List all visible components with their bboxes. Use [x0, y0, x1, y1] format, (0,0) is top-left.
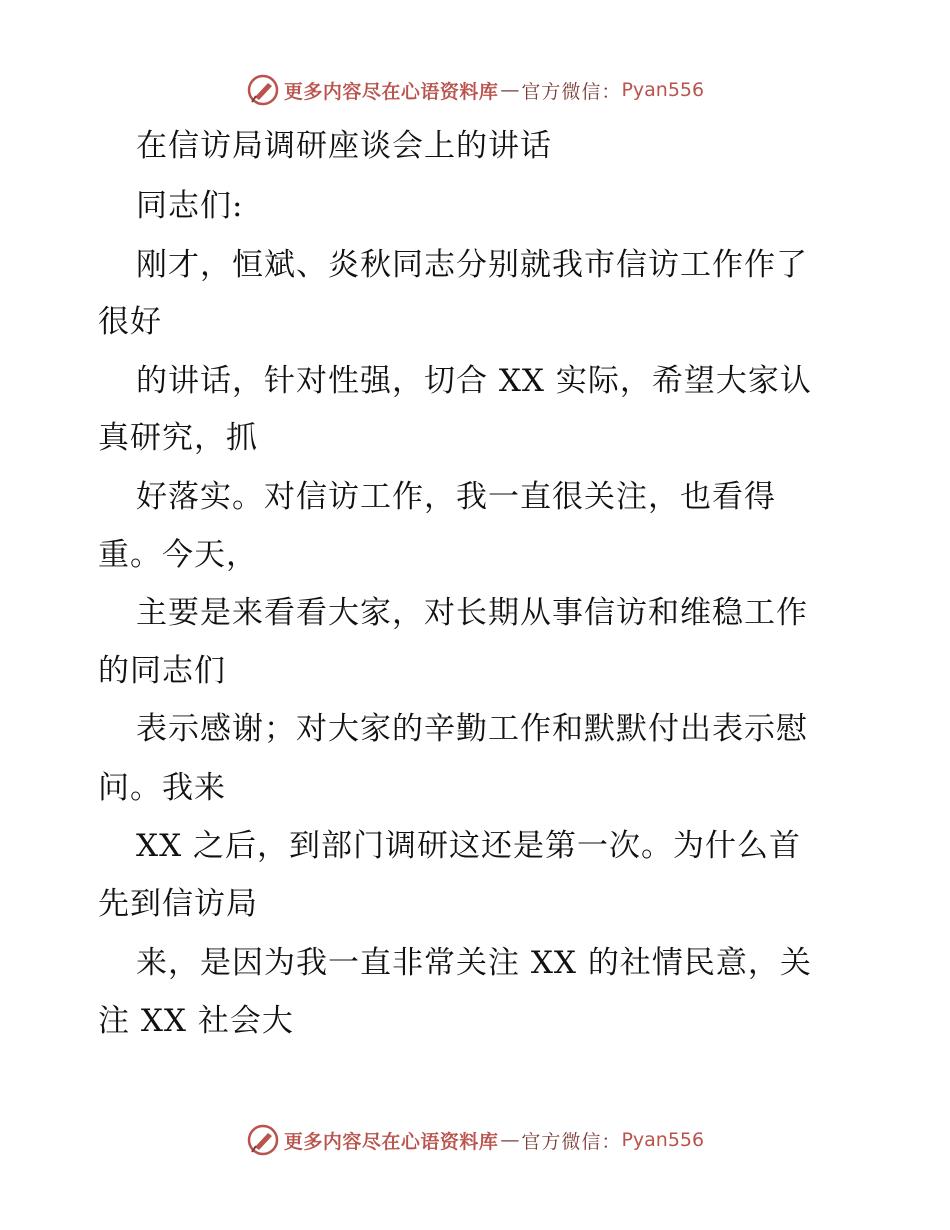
paragraph-line: 主要是来看看大家，对长期从事信访和维稳工作	[136, 595, 808, 631]
watermark-wechat-id: Pyan556	[621, 79, 705, 101]
salutation-line: 同志们:	[136, 188, 244, 224]
paragraph-line: 的讲话，针对性强，切合 XX 实际，希望大家认	[136, 363, 812, 399]
watermark-official-label: 官方微信：	[521, 1130, 622, 1153]
paragraph-line: 很好	[98, 304, 162, 340]
watermark-brand-text: 更多内容尽在心语资料库	[283, 80, 499, 103]
watermark-dash: —	[500, 1129, 520, 1151]
document-title: 在信访局调研座谈会上的讲话	[136, 128, 552, 164]
paragraph-line: 好落实。对信访工作，我一直很关注，也看得	[136, 479, 776, 515]
paragraph-line: XX 之后，到部门调研这还是第一次。为什么首	[136, 828, 801, 864]
paragraph-line: 注 XX 社会大	[98, 1003, 294, 1039]
watermark-official-label: 官方微信：	[521, 80, 622, 103]
paragraph-line: 先到信访局	[98, 886, 258, 922]
paragraph-line: 的同志们	[98, 653, 226, 689]
paragraph-line: 来，是因为我一直非常关注 XX 的社情民意，关	[136, 945, 812, 981]
paragraph-line: 真研究，抓	[98, 420, 258, 456]
watermark-wechat-id: Pyan556	[621, 1129, 705, 1151]
footer-watermark	[0, 1120, 950, 1160]
paragraph-line: 重。今天，	[98, 537, 258, 573]
quill-logo-icon	[246, 1123, 280, 1157]
paragraph-line: 问。我来	[98, 770, 226, 806]
paragraph-line: 刚才，恒斌、炎秋同志分别就我市信访工作作了	[136, 247, 808, 283]
watermark-dash: —	[500, 79, 520, 101]
watermark-brand-text: 更多内容尽在心语资料库	[283, 1130, 499, 1153]
paragraph-line: 表示感谢；对大家的辛勤工作和默默付出表示慰	[136, 711, 808, 747]
